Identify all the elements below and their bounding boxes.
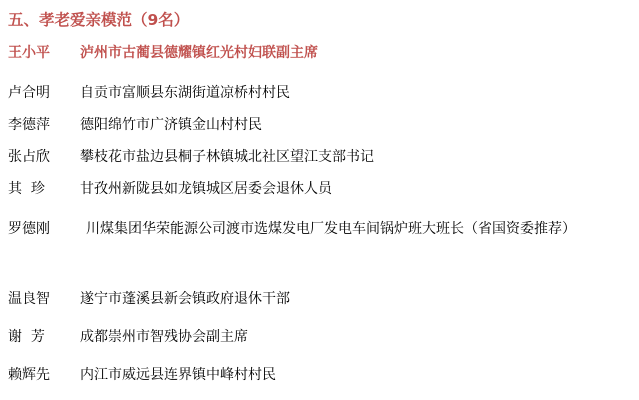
person-description: 甘孜州新陇县如龙镇城区居委会退休人员: [80, 181, 332, 197]
person-name: 王小平: [8, 45, 50, 61]
person-description: 攀枝花市盐边县桐子林镇城北社区望江支部书记: [80, 149, 374, 165]
list-item: [8, 290, 632, 309]
list-item: [8, 366, 632, 385]
person-description: 泸州市古蔺县德耀镇红光村妇联副主席: [80, 45, 318, 61]
list-item: [8, 84, 632, 103]
person-name: 李德萍: [8, 117, 50, 133]
person-name: 卢合明: [8, 85, 50, 101]
page-title: 五、孝老爱亲模范（9名）: [8, 11, 190, 29]
person-description: 内江市威远县连界镇中峰村村民: [80, 367, 276, 383]
person-name: 温良智: [8, 291, 50, 307]
person-name: 谢 芳: [8, 329, 45, 345]
person-description: 成都崇州市智残协会副主席: [80, 329, 248, 345]
person-description: 德阳绵竹市广济镇金山村村民: [80, 117, 262, 133]
person-description: 自贡市富顺县东湖街道凉桥村村民: [80, 85, 290, 101]
list-item: [8, 44, 632, 63]
list-item: [8, 328, 632, 347]
list-item: [8, 180, 632, 199]
list-item: [8, 148, 632, 167]
list-item: [8, 116, 632, 135]
person-name: 赖辉先: [8, 367, 50, 383]
person-name: 罗德刚: [8, 221, 50, 237]
person-name: 张占欣: [8, 149, 50, 165]
person-description: 川煤集团华荣能源公司渡市选煤发电厂发电车间锅炉班大班长（省国资委推荐）: [86, 221, 576, 237]
person-description: 遂宁市蓬溪县新会镇政府退休干部: [80, 291, 290, 307]
person-name: 其 珍: [8, 181, 45, 197]
list-item: [8, 220, 632, 239]
